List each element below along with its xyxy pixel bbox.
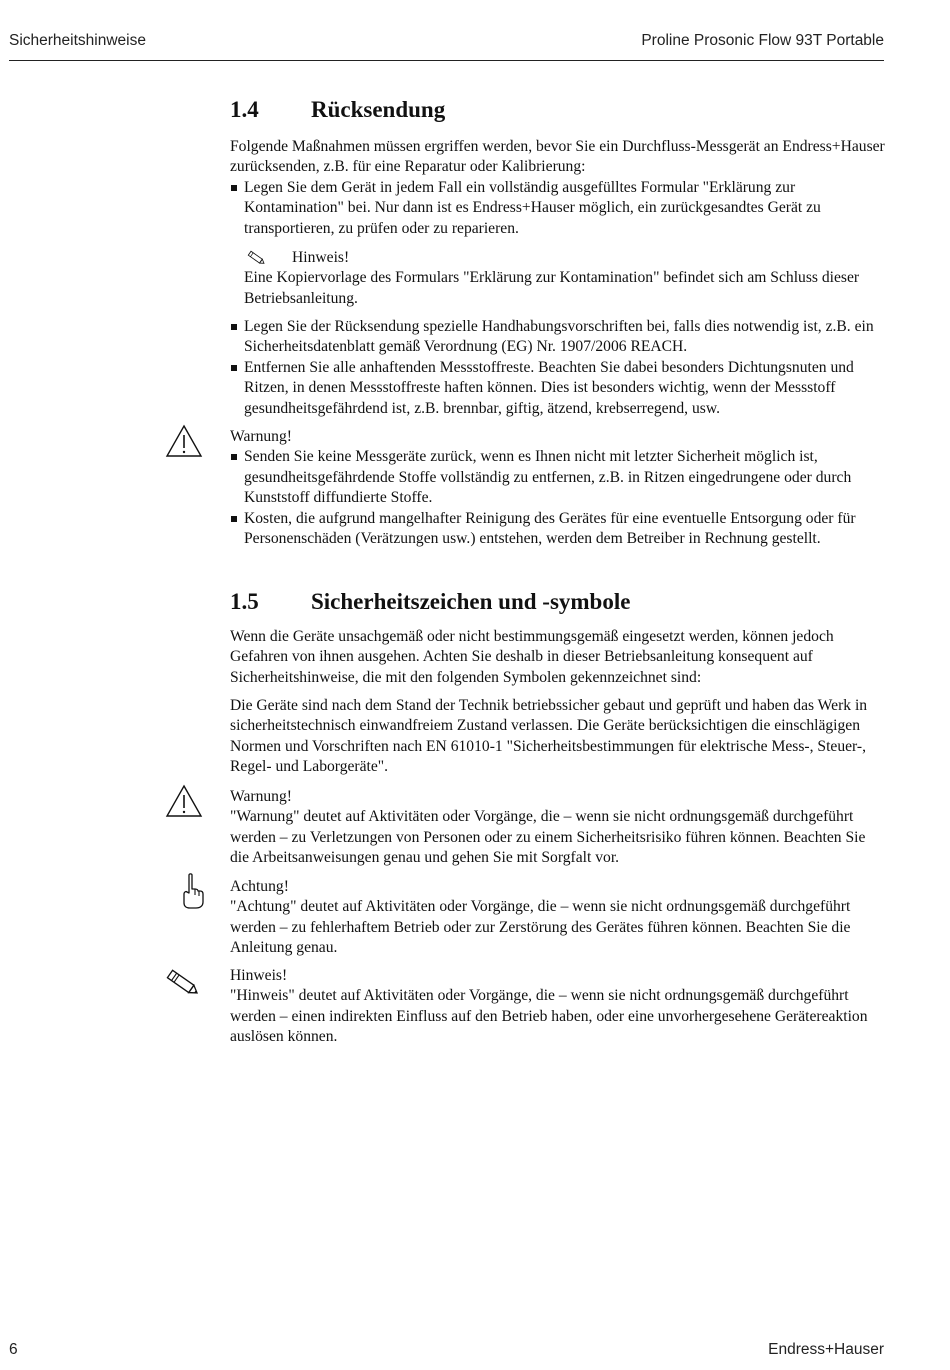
header-rule <box>9 60 884 61</box>
warning-text: "Warnung" deutet auf Aktivitäten oder Vorgänge, die – wenn sie nicht ordnungsgemäß durchgeführt werden – zu Verletzungen von Personen oder zu einem Sicherheitsrisiko führen können. Beachten Sie die Arbeitsanweisungen genau und gehen Sie mit Sorgfalt vor. <box>230 808 866 867</box>
pencil-icon <box>244 249 268 267</box>
warning-title: Warnung! <box>230 788 292 805</box>
paragraph-text: Wenn die Geräte unsachgemäß oder nicht bestimmungsgemäß eingesetzt werden, können jedoch Gefahren von ihnen ausgehen. Achten Sie deshalb in dieser Betriebsanleitung konsequent auf Sicherheitshinweise, die mit den folgenden Symbolen gekennzeichnet sind: <box>230 628 834 686</box>
list-item: Legen Sie dem Gerät in jedem Fall ein vollständig ausgefülltes Formular "Erklärung zur Kontamination" bei. Nur dann ist es Endress+Hauser möglich, ein zurückgesandtes Gerät zu transportieren, zu prüfen oder zu reparieren. <box>230 178 886 239</box>
bullet-list <box>230 317 886 419</box>
section-heading-1-5 <box>230 588 630 616</box>
warning-triangle-icon <box>164 423 204 459</box>
note-heading <box>244 248 886 268</box>
bullet-list <box>230 447 886 549</box>
note-text: Eine Kopiervorlage des Formulars "Erklärung zur Kontamination" befindet sich am Schluss dieser Betriebsanleitung. <box>244 269 860 307</box>
brand-name: Endress+Hauser <box>768 1341 884 1358</box>
warning-title: Warnung! <box>230 428 292 445</box>
paragraph <box>230 627 886 688</box>
running-header-product: Proline Prosonic Flow 93T Portable <box>641 32 884 49</box>
note-text: "Hinweis" deutet auf Aktivitäten oder Vorgänge, die – wenn sie nicht ordnungsgemäß durchgeführt werden – einen indirekten Einfluss auf den Betrieb haben, oder eine unvorhergesehene Gerätereaktion auslösen können. <box>230 987 868 1046</box>
list-item: Senden Sie keine Messgeräte zurück, wenn es Ihnen nicht mit letzter Sicherheit möglich ist, gesundheitsgefährdende Stoffe vollständig zu entfernen, z.B. in Ritzen eingedrungene oder durch Kunststoff diffundierte Stoffe. <box>230 447 886 508</box>
caution-text: "Achtung" deutet auf Aktivitäten oder Vorgänge, die – wenn sie nicht ordnungsgemäß durchgeführt werden – zu fehlerhaftem Betrieb oder zur Zerstörung des Gerätes führen können. Beachten Sie die Anleitung genau. <box>230 898 851 957</box>
note-title: Hinweis! <box>292 249 350 266</box>
pencil-icon <box>163 966 201 1000</box>
section-number: 1.4 <box>230 97 259 122</box>
list-item: Kosten, die aufgrund mangelhafter Reinigung des Gerätes für eine eventuelle Entsorgung oder für Personenschäden (Verätzungen usw.) entstehen, werden dem Betreiber in Rechnung gestellt. <box>230 509 886 550</box>
section-1-4-bullets <box>230 317 886 419</box>
section-title: Rücksendung <box>311 97 446 122</box>
raised-finger-icon <box>178 872 208 910</box>
bullet-list <box>230 178 886 239</box>
note-title: Hinweis! <box>230 967 288 984</box>
section-number: 1.5 <box>230 589 259 614</box>
paragraph-text: Die Geräte sind nach dem Stand der Technik betriebssicher gebaut und geprüft und haben das Werk in sicherheitstechnisch einwandfreiem Zustand verlassen. Die Geräte berücksichtigen die einschlägigen Normen und Vorschriften nach EN 61010-1 "Sicherheitsbestimmungen für elektrische Mess-, Steuer-, Regel- und Laborgeräte". <box>230 697 868 776</box>
list-item: Legen Sie der Rücksendung spezielle Handhabungsvorschriften bei, falls dies notwendig ist, z.B. ein Sicherheitsdatenblatt gemäß Verordnung (EG) Nr. 1907/2006 REACH. <box>230 317 886 358</box>
note-definition <box>230 966 886 1048</box>
warning-block <box>230 427 886 549</box>
caution-definition <box>230 877 886 959</box>
section-heading-1-4 <box>230 96 445 124</box>
paragraph <box>230 696 886 778</box>
caution-title: Achtung! <box>230 878 289 895</box>
intro-paragraph: Folgende Maßnahmen müssen ergriffen werden, bevor Sie ein Durchfluss-Messgerät an Endress+Hauser zurücksenden, z.B. für eine Reparatur oder Kalibrierung: <box>230 138 885 176</box>
note-box <box>230 248 886 309</box>
warning-triangle-icon <box>164 783 204 819</box>
warning-definition <box>230 787 886 869</box>
section-title: Sicherheitszeichen und -symbole <box>311 589 631 614</box>
running-header-section: Sicherheitshinweise <box>9 32 146 49</box>
list-item: Entfernen Sie alle anhaftenden Messstoffreste. Beachten Sie dabei besonders Dichtungsnuten und Ritzen, in denen Messstoffreste haften können. Dies ist besonders wichtig, wenn der Messstoff gesundheitsgefährdend ist, z.B. brennbar, giftig, ätzend, krebserregend, usw. <box>230 358 886 419</box>
section-1-4-body <box>230 137 886 239</box>
page-number: 6 <box>9 1341 18 1358</box>
